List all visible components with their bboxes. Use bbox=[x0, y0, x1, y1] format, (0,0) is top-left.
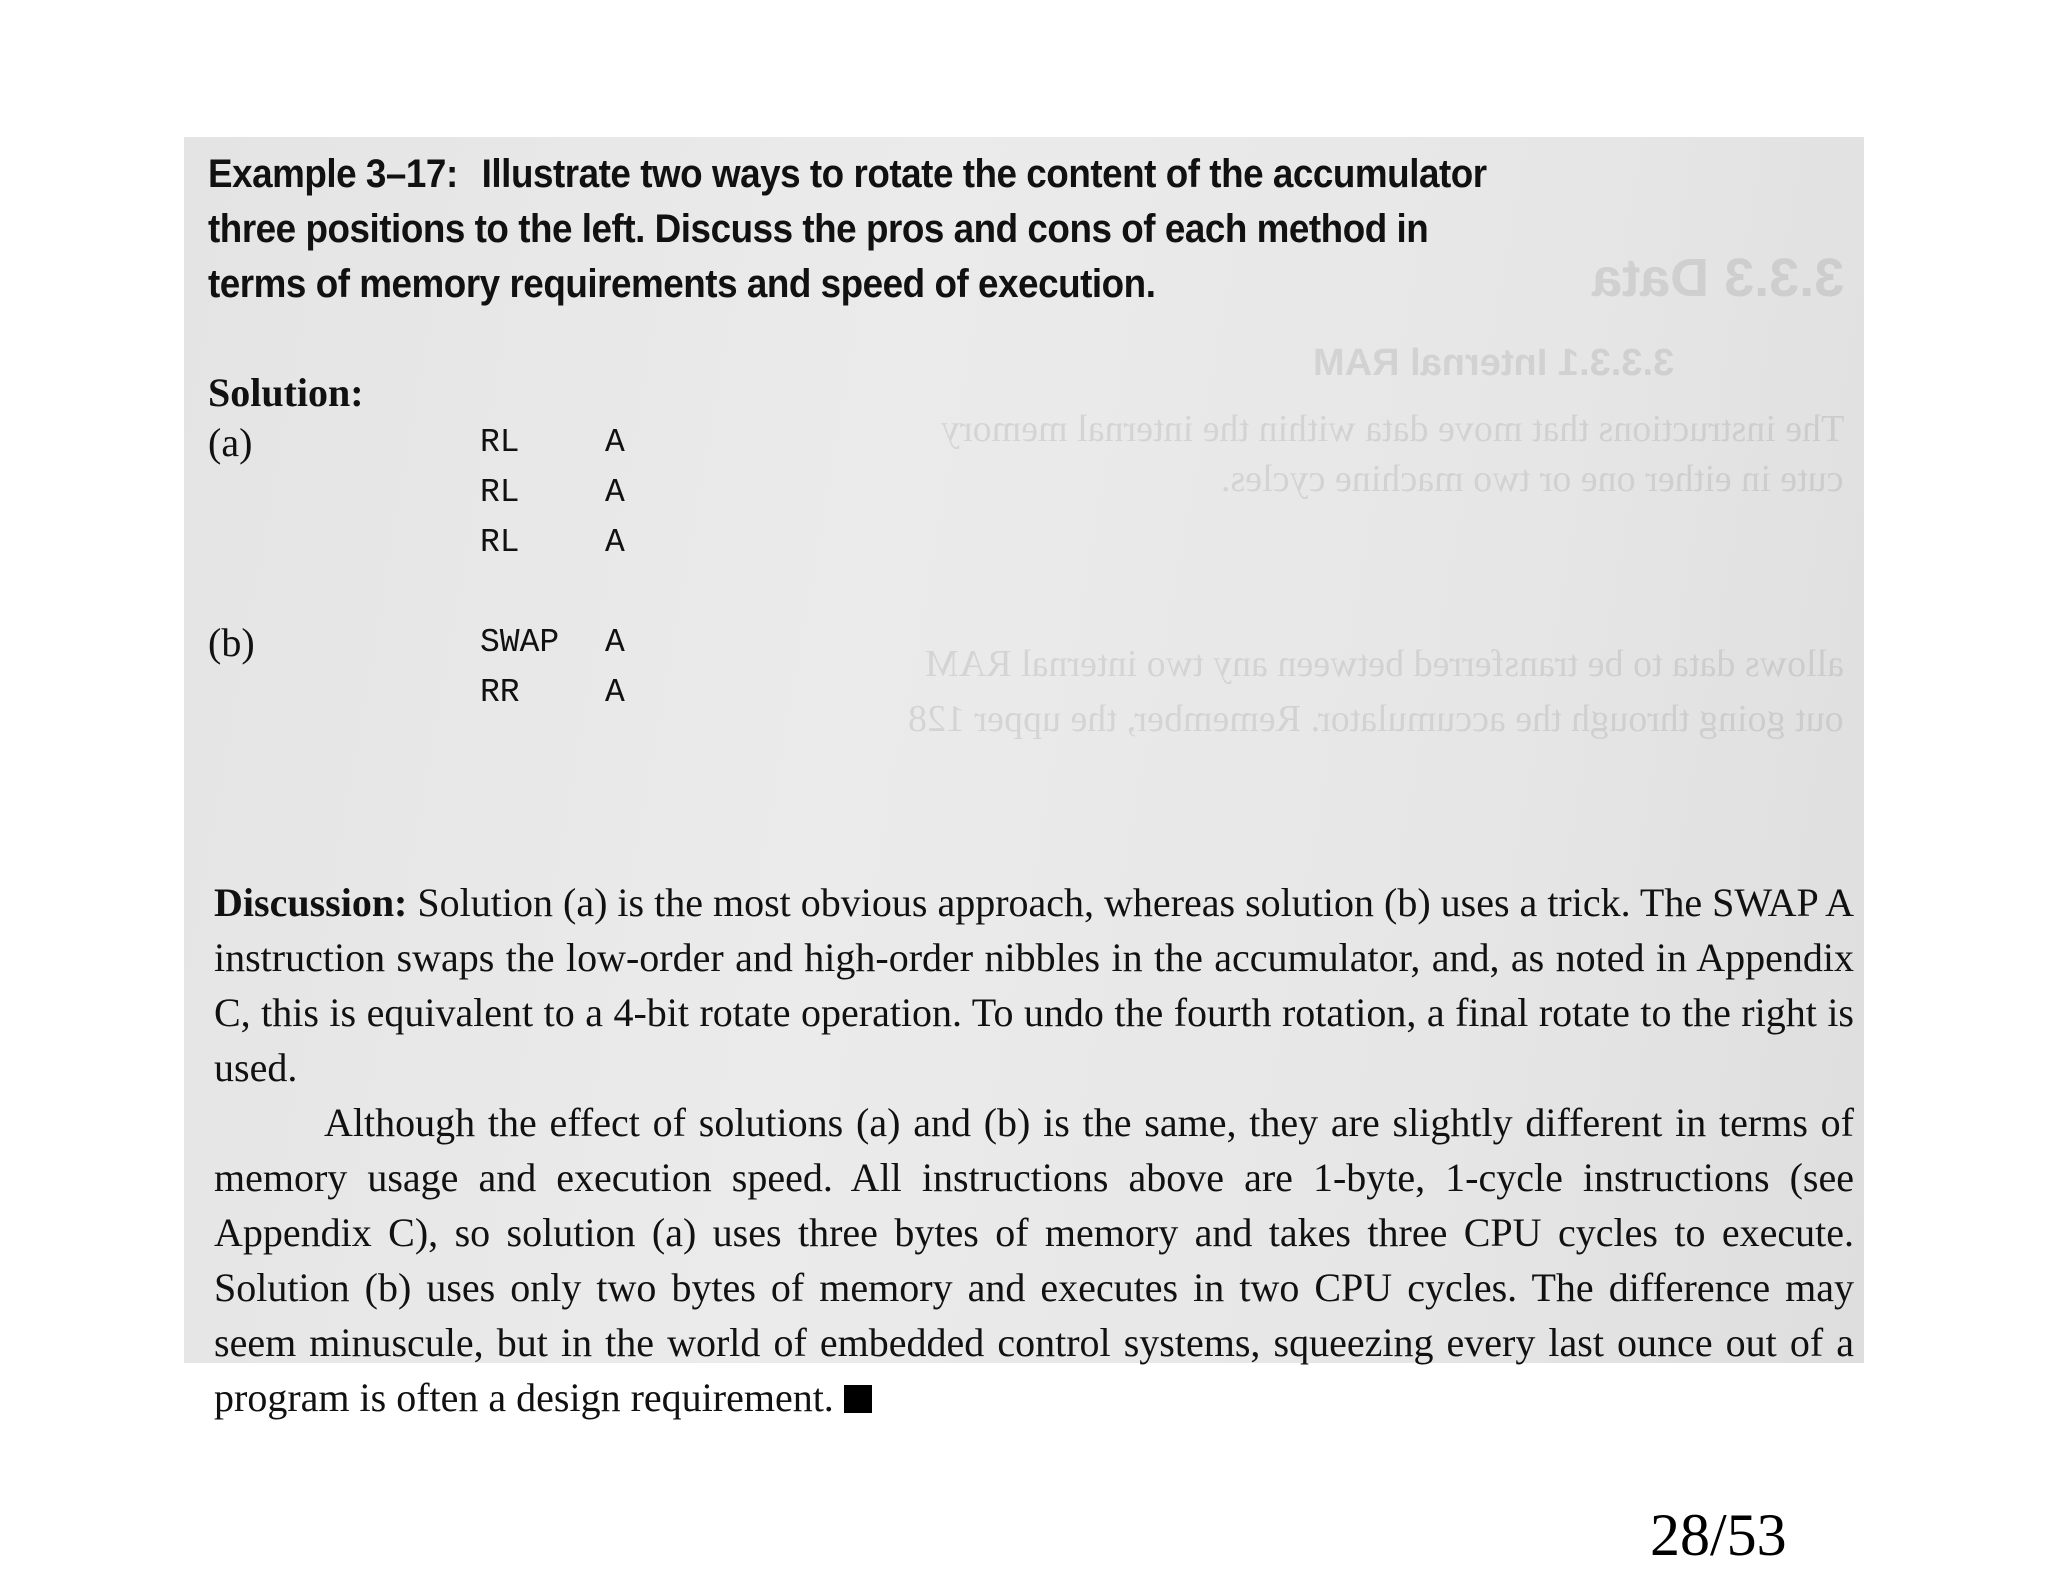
discussion-label: Discussion: bbox=[214, 880, 408, 925]
discussion-text-2: Although the effect of solutions (a) and (b) is the same, they are slightly different in terms of memory usage and execution speed. All instructions above are 1-byte, 1-cycle instructions (see Appendix C), so solution (a) uses three bytes of memory and takes three CPU cycles to execute. Solution (b) uses only two bytes of memory and executes in two CPU cycles. The difference may seem minuscule, but in the world of embedded control systems, squeezing every last ounce out of a program is often a design requirement. bbox=[214, 1100, 1854, 1420]
solution-b bbox=[208, 618, 1848, 818]
show-through-text: The instructions that move data within the internal memory bbox=[940, 408, 1844, 450]
solution-a-code bbox=[480, 418, 625, 568]
opcode: RL bbox=[480, 474, 520, 511]
scanned-page bbox=[184, 137, 1864, 1420]
solution-b-code bbox=[480, 618, 625, 718]
operand: A bbox=[605, 624, 625, 661]
discussion bbox=[214, 875, 1854, 1425]
opcode: RR bbox=[480, 674, 520, 711]
operand: A bbox=[605, 674, 625, 711]
opcode: RL bbox=[480, 524, 520, 561]
show-through-text: out going through the accumulator. Remember, the upper 128 bbox=[908, 698, 1844, 740]
code-line bbox=[480, 668, 625, 718]
solution-label: Solution: bbox=[208, 370, 364, 415]
show-through-text: cute in either one or two machine cycles. bbox=[1221, 458, 1844, 500]
opcode: SWAP bbox=[480, 624, 560, 661]
page-number: 28/53 bbox=[1650, 1502, 1787, 1568]
operand: A bbox=[605, 474, 625, 511]
operand: A bbox=[605, 524, 625, 561]
code-line bbox=[480, 618, 625, 668]
discussion-paragraph-2 bbox=[214, 1095, 1854, 1425]
code-line bbox=[480, 418, 625, 468]
show-through-text: 3.3.3.1 Internal RAM bbox=[1312, 342, 1674, 384]
solution-a-letter: (a) bbox=[208, 420, 253, 465]
solution-b-letter: (b) bbox=[208, 620, 255, 665]
example-heading bbox=[208, 147, 1496, 312]
code-line bbox=[480, 468, 625, 518]
example-label: Example 3–17: bbox=[208, 152, 458, 196]
solution-block bbox=[208, 418, 1848, 818]
code-line bbox=[480, 518, 625, 568]
example-content bbox=[208, 147, 1848, 818]
solution-a bbox=[208, 418, 1848, 618]
example-text: Illustrate two ways to rotate the content of the accumulator three positions to the left. Discuss the pros and cons of each method in terms of memory requirements and speed of execution. bbox=[208, 152, 1487, 306]
opcode: RL bbox=[480, 424, 520, 461]
discussion-paragraph-1 bbox=[214, 875, 1854, 1095]
discussion-text-1: Solution (a) is the most obvious approach, whereas solution (b) uses a trick. The SWAP A instruction swaps the low-order and high-order nibbles in the accumulator, and, as noted in Appendix C, this is equivalent to a 4-bit rotate operation. To undo the fourth rotation, a final rotate to the right is used. bbox=[214, 880, 1855, 1090]
show-through-text: allows data to be transferred between any two internal RAM bbox=[924, 643, 1844, 685]
operand: A bbox=[605, 424, 625, 461]
show-through-text: 3.3.3 Data bbox=[1591, 248, 1844, 308]
end-of-example-mark bbox=[844, 1385, 872, 1413]
